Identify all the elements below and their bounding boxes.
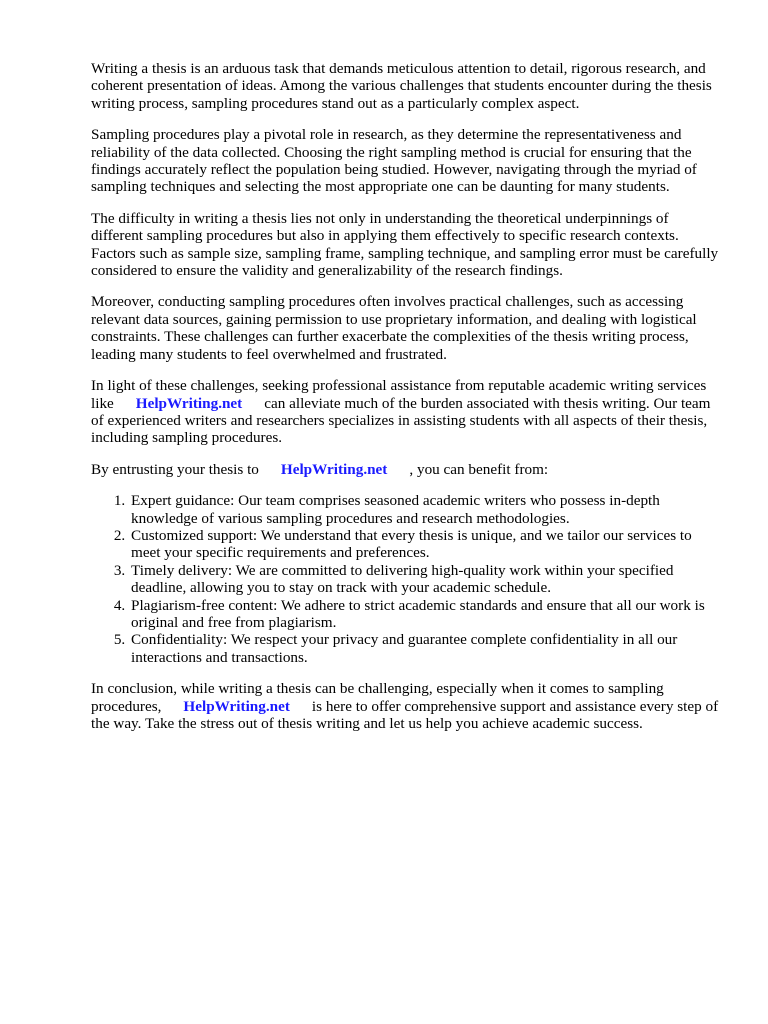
benefits-list bbox=[91, 492, 720, 666]
entrusting-text-after: , you can benefit from: bbox=[409, 460, 549, 478]
intro-paragraph: Writing a thesis is an arduous task that demands meticulous attention to detail, rigorous research, and coherent presentation of ideas. Among the various challenges that students encounter during the thesis writing process, sampling procedures stand out as a particularly complex aspect. bbox=[91, 60, 712, 112]
sampling-role-paragraph: Sampling procedures play a pivotal role in research, as they determine the representativeness and reliability of the data collected. Choosing the right sampling method is crucial for ensuring that the findings accurately reflect the population being studied. However, navigating through the myriad of sampling techniques and selecting the most appropriate one can be daunting for many students. bbox=[91, 126, 697, 196]
list-item: 1. Expert guidance: Our team comprises seasoned academic writers who possess in-depth knowledge of various sampling procedures and research methodologies. bbox=[129, 492, 720, 527]
entrusting-paragraph bbox=[91, 461, 720, 478]
conclusion-text-after: is here to offer comprehensive support and assistance every step of the way. Take the stress out of thesis writing and let us help you achieve academic success. bbox=[91, 697, 719, 732]
difficulty-paragraph: The difficulty in writing a thesis lies not only in understanding the theoretical underpinnings of different sampling procedures but also in applying them effectively to specific research contexts. Factors such as sample size, sampling frame, sampling technique, and sampling error must be carefully considered to ensure the validity and generalizability of the research findings. bbox=[91, 209, 719, 280]
list-item: 4. Plagiarism-free content: We adhere to strict academic standards and ensure that all our work is original and free from plagiarism. bbox=[129, 597, 720, 632]
assistance-text-before: In light of these challenges, seeking professional assistance from reputable academic writing services like bbox=[91, 377, 707, 412]
conclusion-paragraph bbox=[91, 680, 720, 732]
helpwriting-link[interactable]: HelpWriting.net bbox=[183, 697, 290, 715]
helpwriting-link[interactable]: HelpWriting.net bbox=[280, 460, 388, 478]
assistance-text-after: can alleviate much of the burden associated with thesis writing. Our team of experienced writers and researchers specializes in assisting students with all aspects of their thesis, including sampling procedures. bbox=[91, 394, 711, 447]
list-item: 2. Customized support: We understand that every thesis is unique, and we tailor our services to meet your specific requirements and preferences. bbox=[129, 527, 720, 562]
assistance-paragraph bbox=[91, 377, 720, 447]
conclusion-text-before: In conclusion, while writing a thesis can be challenging, especially when it comes to sampling procedures, bbox=[91, 680, 664, 715]
helpwriting-link[interactable]: HelpWriting.net bbox=[135, 394, 243, 412]
list-item: 5. Confidentiality: We respect your privacy and guarantee complete confidentiality in all our interactions and transactions. bbox=[129, 631, 720, 666]
list-item: 3. Timely delivery: We are committed to delivering high-quality work within your specified deadline, allowing you to stay on track with your academic schedule. bbox=[129, 562, 720, 597]
practical-challenges-paragraph: Moreover, conducting sampling procedures often involves practical challenges, such as accessing relevant data sources, gaining permission to use proprietary information, and dealing with logistical constraints. These challenges can further exacerbate the complexities of the thesis writing process, leading many students to feel overwhelmed and frustrated. bbox=[91, 293, 697, 363]
entrusting-text-before: By entrusting your thesis to bbox=[91, 460, 259, 478]
